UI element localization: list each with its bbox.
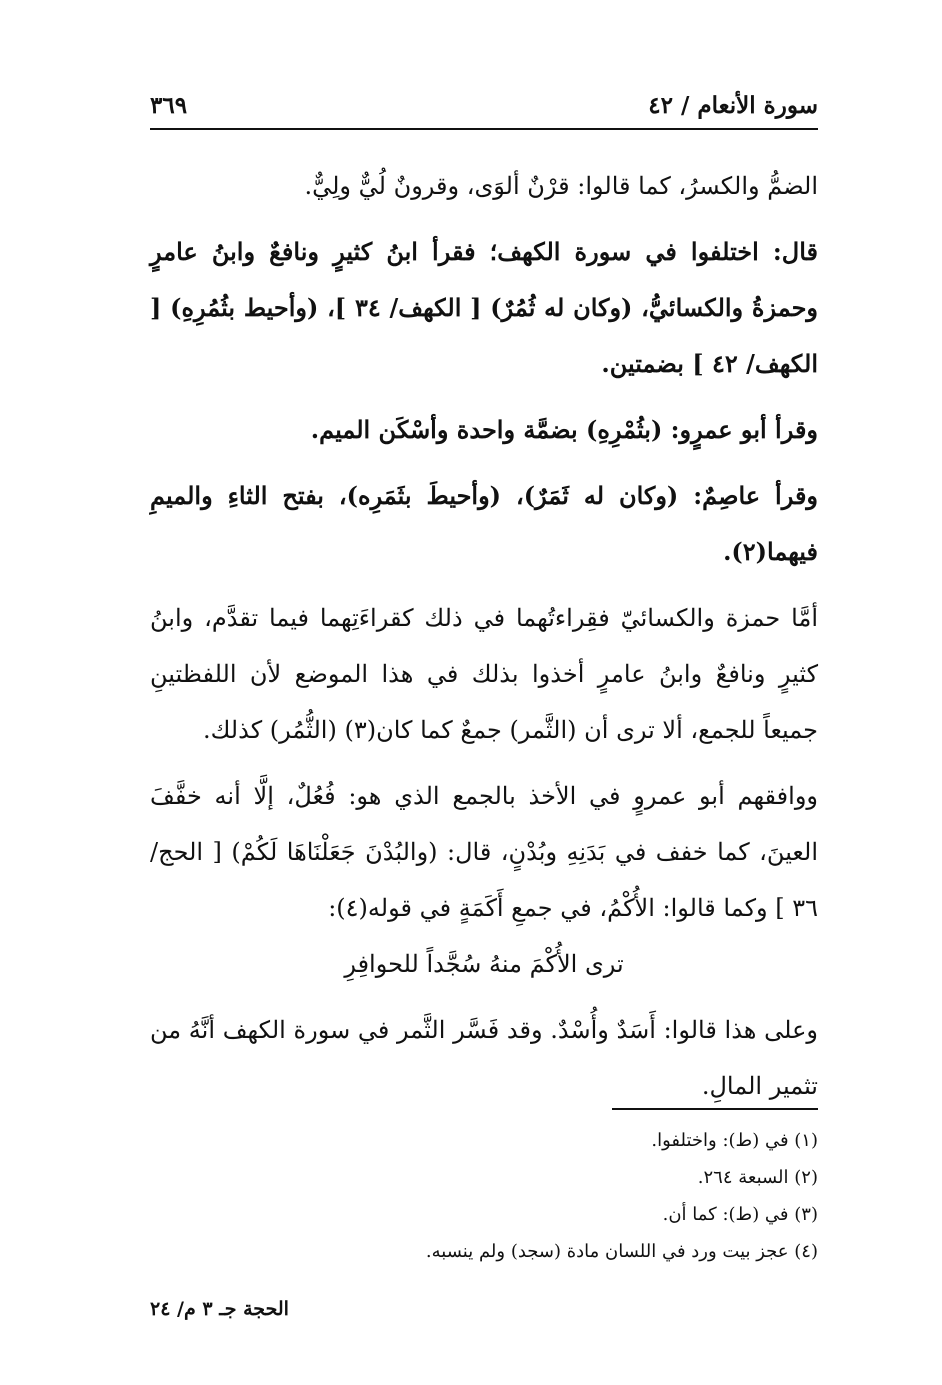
footnote: (٣) في (ط): كما أن. bbox=[662, 1204, 818, 1225]
page-number: ٣٦٩ bbox=[150, 92, 188, 119]
paragraph: ووافقهم أبو عمروٍ في الأخذ بالجمع الذي هو: فُعُلٌ، إلَّا أنه خفَّفَ العينَ، كما خفف في بَدَنِهِ وبُدْنٍ، قال: (والبُدْنَ جَعَلْنَاهَا لَكُمْ) [ الحج/٣٦ ] وكما قالوا: الأُكْمُ، في جمعِ أَكَمَةٍ في قوله(٤): bbox=[150, 782, 818, 922]
main-text bbox=[150, 158, 818, 1114]
paragraph: وقرأ أبو عمرٍو: (بثُمْرِهِ) بضمَّة واحدة وأسْكَن الميم. bbox=[310, 415, 818, 444]
footnotes bbox=[300, 1122, 818, 1270]
footnote-divider bbox=[612, 1108, 818, 1110]
paragraph: الضمُّ والكسرُ، كما قالوا: قرْنٌ ألوَى، وقرونٌ لُيٌّ ولِيٌّ. bbox=[304, 172, 818, 200]
printer-signature: الحجة جـ ٣ م/ ٢٤ bbox=[150, 1298, 289, 1320]
paragraph: أمَّا حمزة والكسائيّ فقِراءتُهما في ذلك كقراءَتِهما فيما تقدَّم، وابنُ كثيرٍ ونافعٌ وابنُ عامرٍ أخذوا بذلك في هذا الموضع لأن اللفظتينِ جميعاً للجمع، ألا ترى أن (الثَّمر) جمعٌ كما كان(٣) (الثُّمُر) كذلك. bbox=[150, 604, 818, 744]
running-title: سورة الأنعام / ٤٢ bbox=[648, 92, 818, 119]
footnote: (٢) السبعة ٢٦٤. bbox=[697, 1167, 818, 1188]
paragraph: وقرأ عاصِمٌ: (وكان له ثَمَرٌ)، (وأحيطَ بثَمَرِه)، بفتح الثاءِ والميمِ فيهما(٢). bbox=[150, 481, 819, 566]
page-header bbox=[150, 92, 818, 132]
header-rule bbox=[150, 128, 818, 130]
footnote: (١) في (ط): واختلفوا. bbox=[651, 1130, 818, 1151]
poetry-verse: ترى الأُكْمَ منهُ سُجَّداً للحوافِرِ bbox=[344, 950, 624, 978]
footnote: (٤) عجز بيت ورد في اللسان مادة (سجد) ولم ينسبه. bbox=[425, 1241, 818, 1262]
paragraph: وعلى هذا قالوا: أَسَدٌ وأُسْدٌ. وقد فَسَّر الثَّمر في سورة الكهف أنَّهُ من تثمير المالِ. bbox=[150, 1016, 818, 1100]
paragraph: قال: اختلفوا في سورة الكهف؛ فقرأ ابنُ كثيرٍ ونافعٌ وابنُ عامرٍ وحمزةُ والكسائيُّ، (وكان له ثُمُرٌ) [ الكهف/ ٣٤ ]، (وأحيط بثُمُرِهِ) [ الكهف/ ٤٢ ] بضمتين. bbox=[150, 237, 819, 378]
